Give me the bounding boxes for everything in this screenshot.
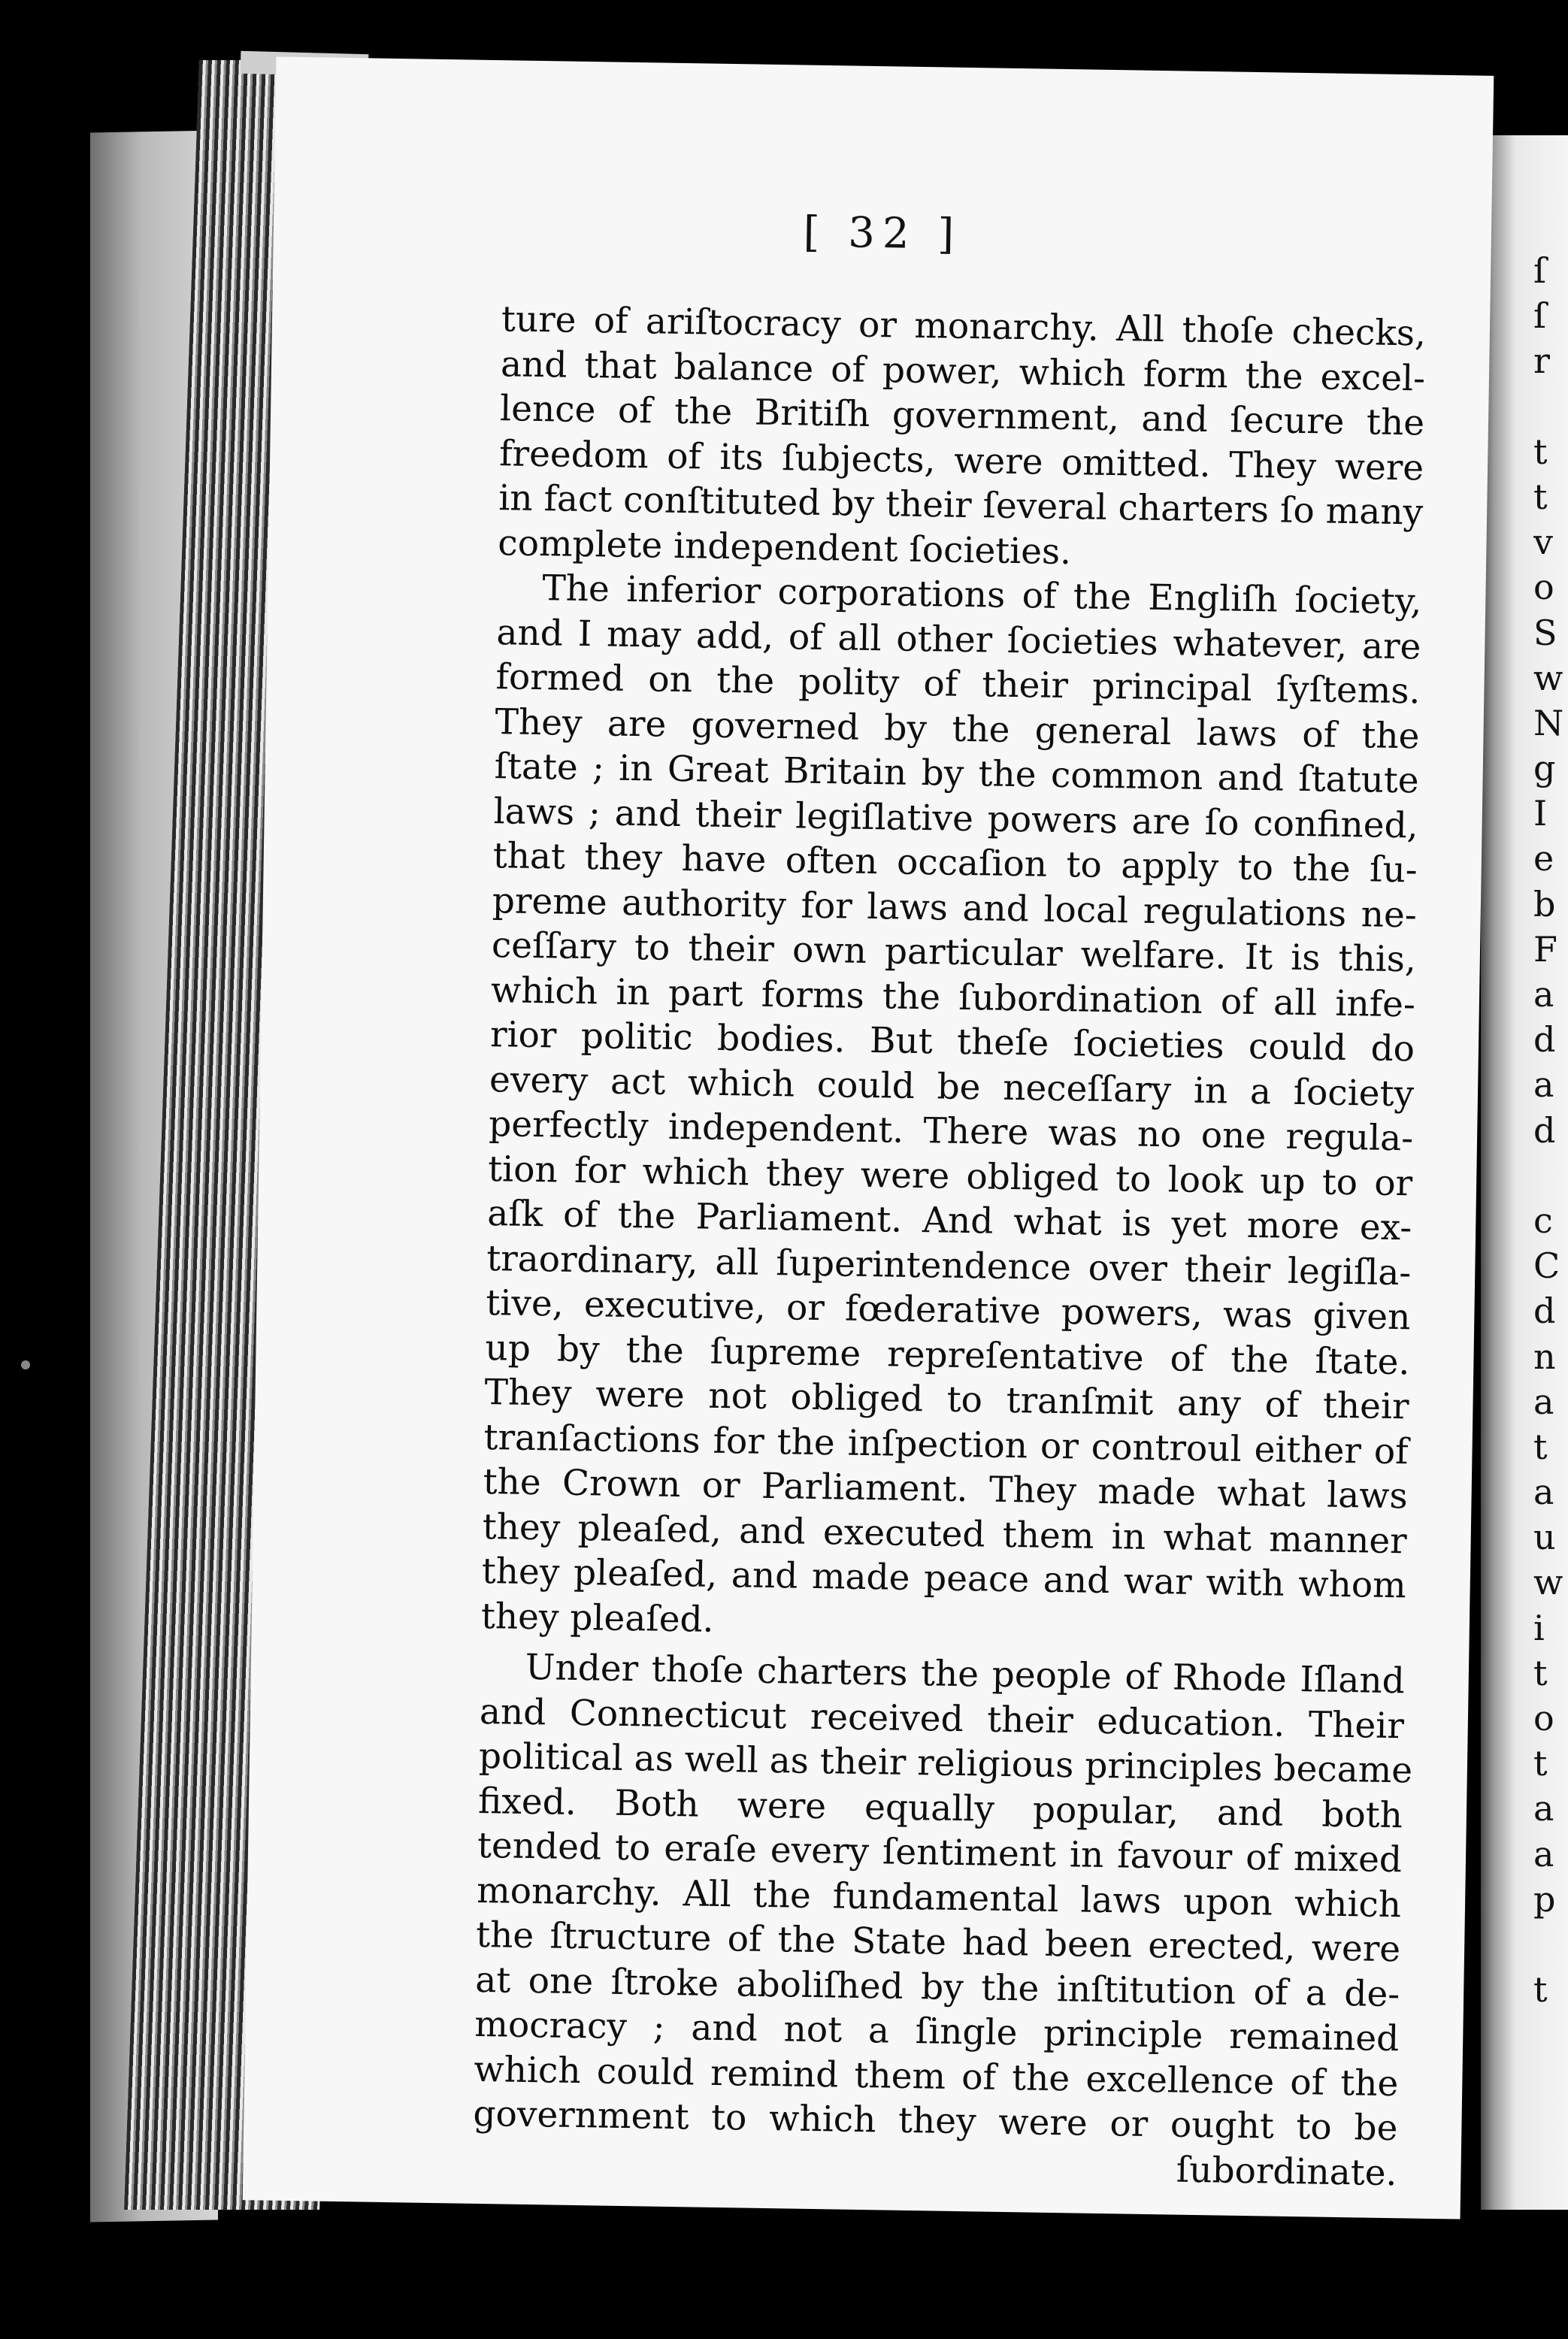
text-line: they pleaſed, and made peace and war with whom: [481, 1550, 1407, 1607]
text-line: and Connecticut received their education. Their: [479, 1690, 1405, 1747]
text-line: and I may add, of all other ſocieties whatever, are: [496, 611, 1421, 667]
right-page-fragment: a: [1533, 1064, 1554, 1106]
text-line: in fact conſtituted by their ſeveral charters ſo many: [498, 477, 1424, 534]
right-page-fragment: S: [1533, 612, 1557, 653]
right-page-fragment: a: [1533, 1833, 1554, 1875]
right-page-fragment: a: [1533, 974, 1554, 1015]
text-line: lence of the Britiſh government, and ſecure the: [499, 388, 1425, 444]
right-page-fragment: g: [1533, 748, 1556, 789]
right-page-fragment: t: [1533, 1743, 1548, 1784]
text-line: perfectly independent. There was no one regula-: [488, 1103, 1414, 1160]
right-page-fragment: o: [1533, 1698, 1554, 1738]
right-page-fragment: v: [1533, 522, 1553, 563]
right-page-fragment: [1533, 1153, 1568, 1198]
text-line: formed on the polity of their principal ſyſtems.: [495, 656, 1421, 713]
right-page-fragment: b: [1533, 883, 1556, 924]
text-line: Under thoſe charters the people of Rhode Iſland: [525, 1646, 1406, 1702]
right-page-fragment: N: [1533, 702, 1564, 743]
text-line: ture of ariſtocracy or monarchy. All thoſe checks,: [501, 298, 1427, 355]
right-page-fragment: a: [1533, 1472, 1554, 1513]
text-line: traordinary, all ſuperintendence over their legiſla-: [486, 1237, 1412, 1294]
text-line: laws ; and their legiſlative powers are ſo confined,: [493, 790, 1419, 846]
text-line: which could remind them of the excellence of the: [474, 2048, 1399, 2104]
right-page-fragment: F: [1533, 928, 1557, 970]
text-line: the ſtructure of the State had been erected, were: [475, 1914, 1401, 1971]
right-page-fragment: a: [1533, 1381, 1554, 1422]
right-page-fragment: t: [1533, 1652, 1548, 1693]
right-page-fragment: C: [1533, 1245, 1560, 1287]
right-page-fragment: t: [1533, 1426, 1548, 1467]
right-page-fragment: c: [1533, 1200, 1553, 1241]
text-line: government to which they were or ought to be: [473, 2092, 1398, 2150]
text-line: They were not obliged to tranſmit any of their: [484, 1372, 1409, 1428]
text-line: tended to eraſe every ſentiment in favour of mixed: [477, 1824, 1403, 1881]
text-line: at one ſtroke aboliſhed by the inſtitution of a de-: [474, 1959, 1400, 2015]
text-line: and that balance of power, which form the excel-: [500, 343, 1426, 400]
text-line: which in part forms the ſubordination of all infe-: [490, 969, 1416, 1025]
right-page-fragment: w: [1533, 1562, 1563, 1603]
text-line: the Crown or Parliament. They made what laws: [483, 1461, 1409, 1517]
book-page: [243, 56, 1494, 2219]
text-line: every act which could be neceſſary in a ſociety: [489, 1058, 1415, 1115]
right-page-fragment: n: [1533, 1336, 1556, 1377]
right-page-fragment: ſ: [1533, 250, 1547, 291]
right-page-fragment: t: [1533, 431, 1548, 472]
text-line: ſtate ; in Great Britain by the common and ſtatute: [494, 746, 1419, 802]
right-page-fragment: t: [1533, 1969, 1548, 2011]
text-line: tranſactions for the inſpection or controul either of: [483, 1416, 1409, 1472]
text-line: complete independent ſocieties.: [497, 522, 1072, 573]
text-line: preme authority for laws and local regulations ne-: [492, 879, 1418, 936]
text-line: tion for which they were obliged to look up to or: [487, 1148, 1413, 1204]
right-page-fragment: r: [1533, 340, 1550, 382]
text-line: mocracy ; and not a ſingle principle remained: [474, 2003, 1400, 2060]
text-line: aſk of the Parliament. And what is yet more ex-: [486, 1193, 1412, 1249]
right-page-fragment: t: [1533, 476, 1548, 517]
text-line: The inferior corporations of the Engliſh ſociety,: [542, 567, 1422, 623]
right-page-text-fragments: [1533, 248, 1568, 2012]
stray-mark: [21, 1360, 30, 1369]
text-line: They are governed by the general laws of the: [495, 700, 1420, 757]
right-page-fragment: a: [1533, 1788, 1554, 1829]
body-text: [472, 297, 1426, 2195]
text-line: they pleaſed.: [480, 1595, 714, 1641]
right-page-fragment: e: [1533, 838, 1554, 879]
right-page-fragment: [1533, 1922, 1568, 1967]
right-page-fragment: I: [1533, 793, 1548, 834]
right-page-fragment: d: [1533, 1019, 1556, 1061]
text-line: freedom of its ſubjects, were omitted. They were: [498, 432, 1424, 489]
text-line: that they have often occaſion to apply to the ſu-: [492, 835, 1418, 891]
text-line: political as well as their religious principles became: [478, 1735, 1413, 1792]
right-page-fragment: ſ: [1533, 295, 1547, 337]
right-page-fragment: p: [1533, 1878, 1556, 1920]
text-line: ceſſary to their own particular welfare. It is this,: [491, 924, 1417, 981]
right-page-fragment: d: [1533, 1291, 1556, 1332]
text-line: tive, executive, or fœderative powers, was given: [486, 1282, 1411, 1339]
right-page-fragment: d: [1533, 1109, 1556, 1151]
right-page-fragment: i: [1533, 1607, 1545, 1648]
text-line: fixed. Both were equally popular, and both: [477, 1780, 1403, 1836]
right-page-fragment: u: [1533, 1517, 1556, 1558]
right-page-fragment: w: [1533, 657, 1563, 698]
text-line: up by the ſupreme repreſentative of the ſtate.: [485, 1327, 1410, 1383]
text-line: they pleaſed, and executed them in what manner: [482, 1505, 1408, 1562]
page-number: [ 32 ]: [803, 207, 962, 259]
right-page-fragment: [1533, 384, 1568, 429]
catchword: ſubordinate.: [1176, 2149, 1397, 2194]
text-line: rior politic bodies. But theſe ſocieties could do: [489, 1014, 1415, 1070]
text-line: monarchy. All the fundamental laws upon which: [476, 1869, 1402, 1926]
right-page-fragment: o: [1533, 567, 1554, 608]
